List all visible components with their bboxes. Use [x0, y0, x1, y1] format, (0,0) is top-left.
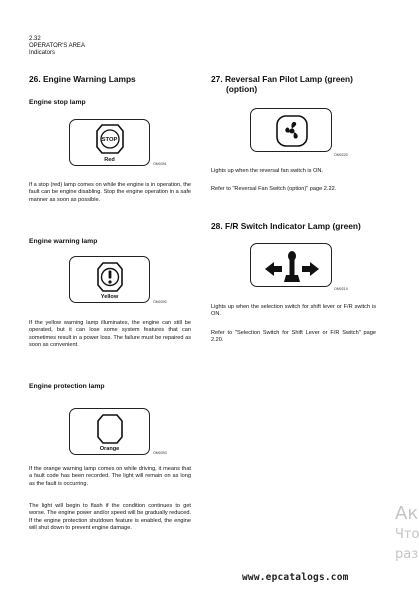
stop-lamp-caption: Red: [104, 157, 115, 163]
engine-warning-icon: [92, 260, 128, 294]
subsection-title: Indicators: [29, 50, 56, 57]
page-number: 2.32: [29, 36, 41, 42]
reversal-fan-paragraph-2: Refer to "Reversal Fan Switch (option)" page 2.22.: [211, 186, 337, 192]
engine-warning-heading: Engine warning lamp: [29, 238, 98, 245]
protection-lamp-caption: Orange: [99, 446, 120, 452]
fr-switch-icon: [262, 248, 322, 284]
page-header: [29, 36, 85, 58]
reversal-fan-paragraph-1: Lights up when the reversal fan switch is ON.: [211, 168, 323, 174]
watermark-line-2: Что: [395, 527, 419, 542]
engine-protection-icon: [92, 412, 128, 446]
engine-stop-paragraph: If a stop (red) lamp comes on while the engine is in operation, the fault can be engine disabling. Stop the engine operation in a safe manner as soon as possible.: [29, 182, 191, 203]
engine-warning-paragraph: If the yellow warning lamp illuminates, the engine can still be operated, but it can lose some system features that can sometimes result in a power loss. The failure must be repaired as soon as convenient.: [29, 320, 191, 348]
engine-warning-lamp: [69, 256, 150, 303]
reversal-fan-title: 27. Reversal Fan Pilot Lamp (green) (option): [211, 74, 353, 94]
fr-switch-paragraph-1: Lights up when the selection switch for shift lever or F/R switch is ON.: [211, 304, 376, 318]
engine-stop-lamp: [69, 119, 150, 166]
figure-code: OM0392: [153, 300, 167, 304]
fr-switch-lamp: [250, 243, 332, 287]
figure-code: OM0220: [334, 153, 348, 157]
footer-url: www.epcatalogs.com: [242, 572, 349, 583]
reversal-fan-lamp: [250, 108, 332, 152]
warning-lamp-caption: Yellow: [100, 294, 119, 300]
section-title: OPERATOR'S AREA: [29, 43, 85, 50]
figure-code: OM0391: [153, 162, 167, 166]
engine-protection-paragraph-2: The light will begin to flash if the condition continues to get worse. The engine power and/or speed will be gradually reduced. If the engine protection shutdown feature is enabled, the engine will shut down to prevent engine damage.: [29, 503, 191, 531]
engine-protection-heading: Engine protection lamp: [29, 383, 105, 390]
figure-code: OM0219: [334, 287, 348, 291]
engine-warning-lamps-title: 26. Engine Warning Lamps: [29, 74, 136, 84]
reversal-fan-icon: [273, 112, 311, 150]
engine-stop-heading: Engine stop lamp: [29, 99, 86, 106]
engine-protection-paragraph-1: If the orange warning lamp comes on while driving, it means that a fault code has been recorded. The light will remain on as long as the fault is occurring.: [29, 466, 191, 487]
watermark-line-1: Ак: [395, 503, 419, 524]
engine-protection-lamp: [69, 408, 150, 455]
figure-code: OM0393: [153, 451, 167, 455]
fr-switch-title: 28. F/R Switch Indicator Lamp (green): [211, 221, 361, 231]
stop-lamp-text: STOP: [101, 137, 118, 143]
watermark-line-3: раз: [395, 547, 419, 562]
fr-switch-paragraph-2: Refer to "Selection Switch for Shift Lever or F/R Switch" page 2.20.: [211, 330, 376, 344]
